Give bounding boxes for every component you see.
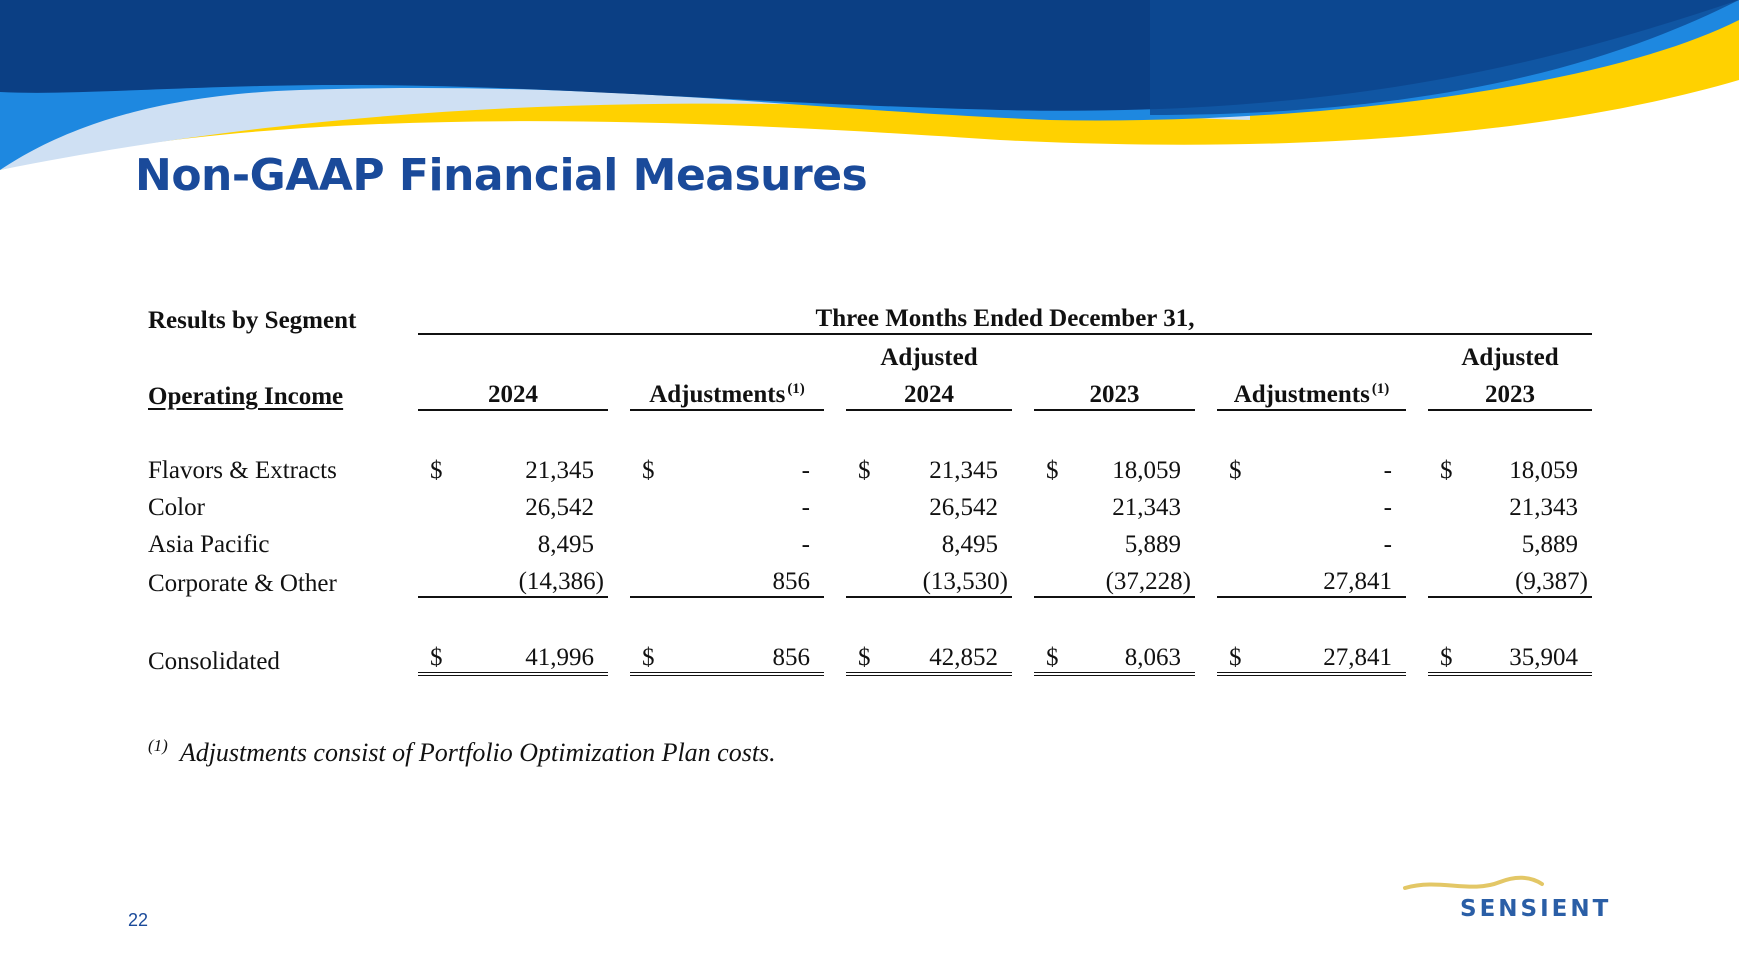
cell-value: 21,343: [1112, 494, 1181, 521]
logo-text: SENSIENT: [1460, 896, 1612, 922]
cell-value: 27,841: [1260, 635, 1406, 676]
table-row: [148, 522, 1592, 559]
cell-value: (37,228): [1069, 559, 1195, 598]
results-by-segment-table: [148, 296, 1592, 676]
currency-symbol: $: [418, 635, 459, 676]
column-header: 2023: [1428, 372, 1592, 411]
currency-symbol: $: [858, 457, 871, 484]
row-label: Flavors & Extracts: [148, 457, 337, 484]
footnote: [148, 736, 776, 768]
sensient-logo: [1400, 872, 1630, 928]
table-row: [148, 559, 1592, 598]
cell-value: (9,387): [1465, 559, 1592, 598]
cell-value: 21,343: [1509, 494, 1578, 521]
currency-symbol: $: [1428, 635, 1465, 676]
cell-value: -: [801, 494, 810, 521]
cell-value: -: [1383, 494, 1392, 521]
cell-value: 18,059: [1112, 457, 1181, 484]
row-label: Color: [148, 494, 205, 521]
footnote-mark: (1): [148, 736, 168, 755]
cell-value: 21,345: [929, 457, 998, 484]
table-row: [148, 485, 1592, 522]
currency-symbol: $: [1034, 635, 1069, 676]
table-header-row-adjusted: [148, 335, 1592, 372]
currency-symbol: $: [846, 635, 882, 676]
cell-value: 856: [693, 635, 824, 676]
currency-symbol: $: [1217, 635, 1260, 676]
currency-symbol: $: [1229, 457, 1242, 484]
cell-value: 856: [693, 559, 824, 598]
table-total-row: [148, 635, 1592, 676]
cell-value: -: [1383, 457, 1392, 484]
operating-income-label: Operating Income: [148, 383, 344, 410]
cell-value: (14,386): [459, 559, 608, 598]
table-header-row-period: [148, 296, 1592, 335]
cell-value: -: [801, 531, 810, 558]
row-header-label: [148, 372, 418, 411]
column-header: 2024: [846, 372, 1012, 411]
adjusted-2023-label: Adjusted: [1461, 344, 1559, 371]
adjusted-2024-label: Adjusted: [880, 344, 978, 371]
currency-symbol: $: [430, 457, 443, 484]
row-label: Consolidated: [148, 648, 280, 675]
row-label: Asia Pacific: [148, 531, 270, 558]
footnote-text: Adjustments consist of Portfolio Optimization Plan costs.: [179, 738, 776, 767]
table-row: [148, 448, 1592, 485]
cell-value: -: [1383, 531, 1392, 558]
cell-value: 27,841: [1260, 559, 1406, 598]
page-number: 22: [128, 910, 149, 930]
period-label: Three Months Ended December 31,: [418, 296, 1592, 335]
currency-symbol: $: [1046, 457, 1059, 484]
cell-value: 18,059: [1509, 457, 1578, 484]
cell-value: 26,542: [929, 494, 998, 521]
column-header: Adjustments $^{(1)}$: [630, 372, 824, 411]
cell-value: 8,063: [1069, 635, 1195, 676]
cell-value: 5,889: [1124, 531, 1181, 558]
row-label: Corporate & Other: [148, 570, 337, 597]
currency-symbol: $: [1440, 457, 1453, 484]
cell-value: -: [801, 457, 810, 484]
segment-label: Results by Segment: [148, 307, 357, 334]
page-title: Non-GAAP Financial Measures: [135, 150, 868, 201]
cell-value: 8,495: [941, 531, 998, 558]
column-header: Adjustments $^{(1)}$: [1217, 372, 1406, 411]
table-header-row-columns: [148, 372, 1592, 411]
column-header: 2023: [1034, 372, 1195, 411]
cell-value: 35,904: [1465, 635, 1592, 676]
cell-value: 21,345: [525, 457, 594, 484]
column-header: 2024: [418, 372, 608, 411]
cell-value: 42,852: [882, 635, 1012, 676]
superscript-mark: (1): [787, 381, 805, 397]
cell-value: 41,996: [459, 635, 608, 676]
cell-value: 26,542: [525, 494, 594, 521]
cell-value: 5,889: [1521, 531, 1578, 558]
cell-value: 8,495: [537, 531, 594, 558]
currency-symbol: $: [642, 457, 655, 484]
superscript-mark: (1): [1371, 381, 1390, 397]
cell-value: (13,530): [882, 559, 1012, 598]
currency-symbol: $: [630, 635, 693, 676]
